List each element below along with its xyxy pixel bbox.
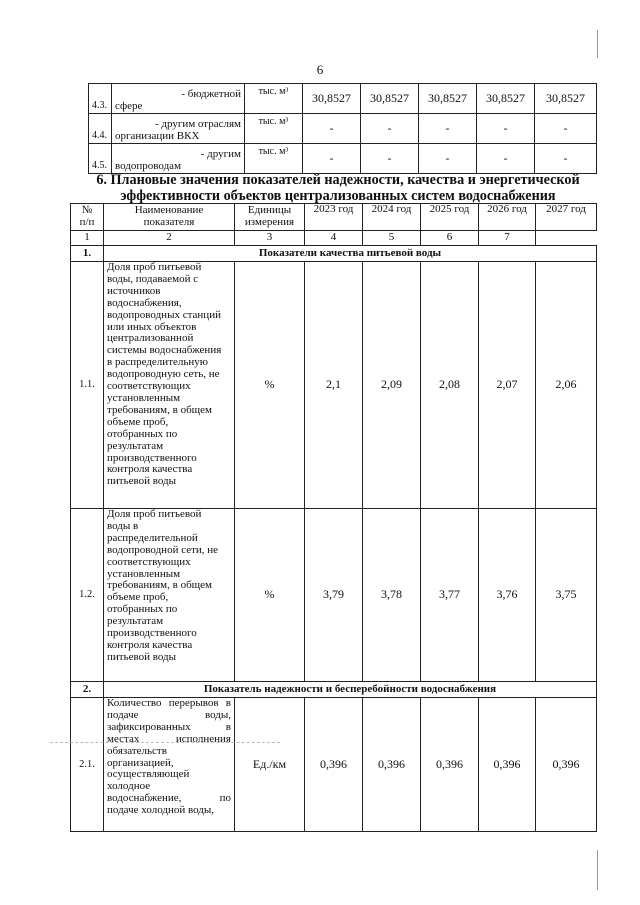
col-number: 3 bbox=[235, 231, 305, 246]
indicator-name-line: системы водоснабжения bbox=[107, 344, 222, 357]
indicator-name-line: установленным bbox=[107, 391, 181, 404]
indicator-unit: Ед./км bbox=[235, 698, 305, 832]
header-year-2026: 2026 год bbox=[479, 204, 536, 231]
value-cell: - bbox=[535, 144, 597, 174]
section-number: 1. bbox=[71, 246, 104, 262]
header-row bbox=[71, 204, 597, 231]
col-number: 2 bbox=[104, 231, 235, 246]
indicator-unit: % bbox=[235, 262, 305, 509]
value-cell: - bbox=[419, 114, 477, 144]
indicator-name-line: централизованной bbox=[107, 332, 194, 345]
table-row bbox=[89, 144, 597, 174]
indicator-name-line: воды, подаваемой с bbox=[107, 272, 199, 285]
col-number: 1 bbox=[71, 231, 104, 246]
value-cell: 30,8527 bbox=[535, 84, 597, 114]
row-name-line: водопроводам bbox=[115, 160, 182, 173]
row-number: 2.1. bbox=[71, 698, 104, 832]
indicator-name-line: распределительной bbox=[107, 531, 198, 544]
indicator-name-line: Доля проб питьевой bbox=[107, 261, 202, 273]
indicator-name-line: отобранных по bbox=[107, 427, 178, 440]
row-number: 4.5. bbox=[89, 144, 112, 174]
row-unit: тыс. м³ bbox=[245, 84, 303, 114]
value-cell: 30,8527 bbox=[419, 84, 477, 114]
indicator-name-line: обязательств bbox=[107, 744, 167, 757]
value-cell: - bbox=[361, 114, 419, 144]
indicator-name-line: питьевой воды bbox=[107, 475, 177, 488]
indicator-name-line: Количество перерывов в bbox=[107, 697, 231, 709]
header-year-2023: 2023 год bbox=[305, 204, 363, 231]
table-row bbox=[71, 262, 597, 509]
value-cell: 2,07 bbox=[479, 262, 536, 509]
margin-mark bbox=[597, 850, 598, 890]
row-name-line: сфере bbox=[115, 100, 143, 113]
value-cell: 3,77 bbox=[421, 509, 479, 682]
value-cell: 3,79 bbox=[305, 509, 363, 682]
table-row bbox=[89, 114, 597, 144]
header-year-2025: 2025 год bbox=[421, 204, 479, 231]
indicator-name-line: подаче воды, bbox=[107, 708, 231, 721]
section-row bbox=[71, 682, 597, 698]
column-numbers-row bbox=[71, 231, 597, 246]
value-cell: 2,06 bbox=[536, 262, 597, 509]
value-cell: 30,8527 bbox=[477, 84, 535, 114]
header-year-2024: 2024 год bbox=[363, 204, 421, 231]
table-row bbox=[71, 509, 597, 682]
header-year-2027: 2027 год bbox=[536, 204, 597, 231]
section-title bbox=[70, 172, 606, 204]
value-cell: - bbox=[303, 144, 361, 174]
row-name-line: - бюджетной bbox=[181, 88, 241, 101]
value-cell: 2,08 bbox=[421, 262, 479, 509]
row-name bbox=[112, 144, 245, 174]
value-cell: 2,09 bbox=[363, 262, 421, 509]
row-name bbox=[112, 114, 245, 144]
indicator-unit: % bbox=[235, 509, 305, 682]
indicator-name-line: организацией, bbox=[107, 756, 174, 769]
indicator-name-line: требованиям, в общем bbox=[107, 579, 212, 592]
section-title-line-1: 6. Плановые значения показателей надежности, качества и энергетической bbox=[96, 172, 580, 188]
indicator-name-line: требованиям, в общем bbox=[107, 403, 212, 416]
indicator-name bbox=[104, 509, 235, 682]
section-number: 2. bbox=[71, 682, 104, 698]
indicator-name-line: водоснабжение, по bbox=[107, 792, 231, 805]
page-number: 6 bbox=[316, 62, 324, 77]
value-cell: 0,396 bbox=[479, 698, 536, 832]
value-cell: 30,8527 bbox=[361, 84, 419, 114]
row-number: 1.2. bbox=[71, 509, 104, 682]
indicator-name-line: соответствующих bbox=[107, 555, 191, 568]
row-name-line: организации ВКХ bbox=[115, 130, 200, 143]
continuation-table bbox=[88, 83, 597, 174]
indicator-name-line: производственного bbox=[107, 627, 197, 640]
indicator-name bbox=[104, 698, 235, 832]
value-cell: 2,1 bbox=[305, 262, 363, 509]
section-title: Показатели качества питьевой воды bbox=[104, 246, 597, 262]
indicator-name-line: водопроводную сеть, не bbox=[107, 368, 220, 381]
col-number: 5 bbox=[363, 231, 421, 246]
value-cell: 0,396 bbox=[536, 698, 597, 832]
value-cell: 3,76 bbox=[479, 509, 536, 682]
value-cell: 0,396 bbox=[305, 698, 363, 832]
table-row bbox=[71, 698, 597, 832]
value-cell: 3,78 bbox=[363, 509, 421, 682]
indicator-name-line: объеме проб, bbox=[107, 591, 169, 604]
indicator-name-line: водопроводных станций bbox=[107, 308, 221, 321]
indicator-name-line: местах исполнения bbox=[107, 732, 231, 745]
indicator-name-line: холодное bbox=[107, 780, 151, 793]
margin-mark bbox=[597, 30, 598, 58]
table-row bbox=[89, 84, 597, 114]
section-title-line-2: эффективности объектов централизованных систем водоснабжения bbox=[120, 188, 556, 204]
value-cell: 0,396 bbox=[363, 698, 421, 832]
indicator-name-line: соответствующих bbox=[107, 380, 191, 393]
value-cell: - bbox=[361, 144, 419, 174]
header-num: № п/п bbox=[71, 204, 104, 231]
value-cell: 3,75 bbox=[536, 509, 597, 682]
indicator-name-line: источников bbox=[107, 284, 161, 297]
indicator-name-line: водоснабжения, bbox=[107, 296, 182, 309]
indicator-name-line: в распределительную bbox=[107, 356, 208, 369]
indicator-name-line: или иных объектов bbox=[107, 320, 197, 333]
section-title: Показатель надежности и бесперебойности водоснабжения bbox=[104, 682, 597, 698]
indicator-name-line: воды в bbox=[107, 519, 139, 532]
indicator-name-line: питьевой воды bbox=[107, 650, 177, 663]
indicator-name-line: осуществляющей bbox=[107, 768, 190, 781]
indicator-name-line: объеме проб, bbox=[107, 415, 169, 428]
indicator-name-line: контроля качества bbox=[107, 638, 193, 651]
header-unit: Единицы измерения bbox=[235, 204, 305, 231]
value-cell: - bbox=[303, 114, 361, 144]
indicator-name-line: контроля качества bbox=[107, 463, 193, 476]
indicator-name bbox=[104, 262, 235, 509]
indicator-name-line: отобранных по bbox=[107, 603, 178, 616]
value-cell: - bbox=[535, 114, 597, 144]
indicator-name-line: результатам bbox=[107, 439, 164, 452]
value-cell: - bbox=[477, 114, 535, 144]
indicator-name-line: подаче холодной воды, bbox=[107, 804, 215, 817]
row-number: 1.1. bbox=[71, 262, 104, 509]
row-name bbox=[112, 84, 245, 114]
row-name-line: - другим отраслям bbox=[154, 118, 241, 131]
scan-artifact-line bbox=[50, 742, 280, 743]
row-number: 4.4. bbox=[89, 114, 112, 144]
row-unit: тыс. м³ bbox=[245, 114, 303, 144]
col-number: 6 bbox=[421, 231, 479, 246]
value-cell: - bbox=[419, 144, 477, 174]
row-number: 4.3. bbox=[89, 84, 112, 114]
indicators-table bbox=[70, 203, 597, 832]
indicator-name-line: установленным bbox=[107, 567, 181, 580]
indicator-name-line: зафиксированных в bbox=[107, 720, 231, 733]
indicator-name-line: результатам bbox=[107, 615, 164, 628]
value-cell: - bbox=[477, 144, 535, 174]
value-cell: 30,8527 bbox=[303, 84, 361, 114]
row-name-line: - другим bbox=[200, 148, 241, 161]
col-number: 4 bbox=[305, 231, 363, 246]
indicator-name-line: водопроводной сети, не bbox=[107, 543, 219, 556]
indicator-name-line: Доля проб питьевой bbox=[107, 508, 202, 520]
row-unit: тыс. м³ bbox=[245, 144, 303, 174]
section-row bbox=[71, 246, 597, 262]
value-cell: 0,396 bbox=[421, 698, 479, 832]
indicator-name-line: производственного bbox=[107, 451, 197, 464]
header-name: Наименование показателя bbox=[104, 204, 235, 231]
col-number: 7 bbox=[479, 231, 536, 246]
